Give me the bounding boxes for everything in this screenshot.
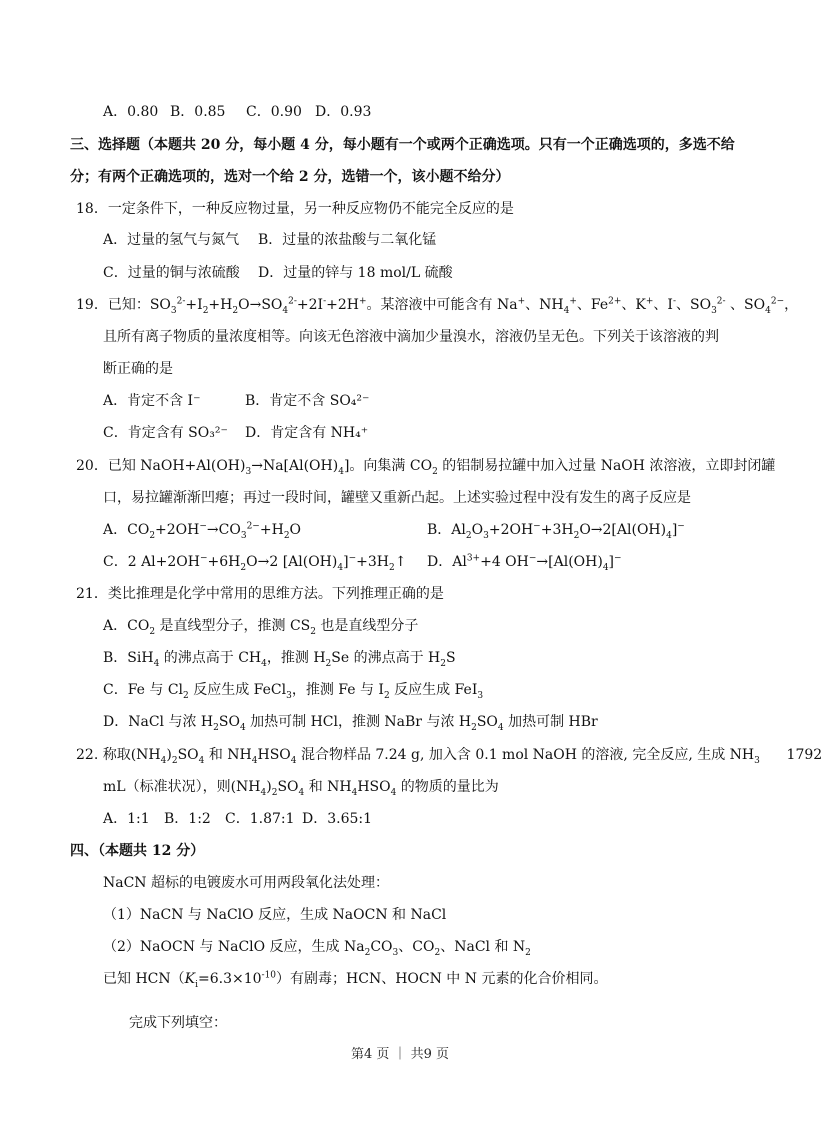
q19-stem-line3: 断正确的是 [103,361,173,377]
q17-option-b: B．0.85 [170,104,226,120]
q18-stem: 18．一定条件下，一种反应物过量，另一种反应物仍不能完全反应的是 [76,201,514,217]
section3-header-line2: 分；有两个正确选项的，选对一个给 2 分，选错一个，该小题不给分） [70,169,510,185]
page-footer: 第4 页 ｜ 共9 页 [350,1047,450,1062]
q22-option-b: B．1:2 [164,811,211,827]
q22-option-d: D．3.65:1 [302,811,373,827]
q17-option-c: C．0.90 [246,104,302,120]
section3-header-line1: 三、选择题（本题共 20 分，每小题 4 分，每小题有一个或两个正确选项。只有一个正确选项的，多选不给 [70,137,735,153]
q17-option-d: D．0.93 [315,104,372,120]
q19-option-d: D．肯定含有 NH₄⁺ [245,425,369,441]
q19-prefix: 19．已知： [76,297,150,313]
s4-step1: （1）NaCN 与 NaClO 反应，生成 NaOCN 和 NaCl [103,907,447,923]
q20-stem-line2: 口，易拉罐渐渐凹瘪；再过一段时间，罐壁又重新凸起。上述实验过程中没有发生的离子反应是 [103,490,691,506]
q22-option-c: C．1.87:1 [225,811,295,827]
q18-option-c: C．过量的铜与浓硫酸 [103,265,240,281]
q21-option-c: C．Fe 与 $Cl_2$ 反应生成 FeCl$_3$，推测 Fe 与 $I_2$ 反应生成 FeI$_3$ [103,682,484,701]
q17-option-a: A．0.80 [103,104,159,120]
q19-stem-line1 [76,295,798,315]
q21-option-b: B．SiH$_4$ 的沸点高于 $CH_4$，推测 $H_2Se$ 的沸点高于 $H_2S$ [103,650,456,669]
q18-option-a: A．过量的氢气与氮气 [103,232,240,248]
q22-option-a: A．1:1 [103,811,150,827]
q20-stem-line1: 20．已知 $NaOH+Al(OH)_3\to Na[Al(OH)_4]$。向集满 $CO_2$ 的铝制易拉罐中加入过量 NaOH 浓溶液，立即封闭罐 [76,458,776,477]
q19-option-a: A．肯定不含 I⁻ [103,393,201,409]
q22-stem-line2: mL（标准状况），则$(NH_4)_2SO_4$ 和 $NH_4HSO_4$ 的物质的量比为 [103,779,499,798]
s4-intro: NaCN 超标的电镀废水可用两段氧化法处理： [103,875,390,891]
q21-option-d: D．NaCl 与浓 $H_2SO_4$ 加热可制 HCl，推测 NaBr 与浓 $H_2SO_4$ 加热可制 HBr [103,714,598,733]
q20-option-a: A．$CO_2+2OH^-\to CO_3^{2-}+H_2O$ [103,521,302,541]
s4-step2: （2）NaOCN 与 NaClO 反应，生成 $Na_2CO_3$、$CO_2$、NaCl 和 $N_2$ [103,939,531,958]
q19-stem-line2: 且所有离子物质的量浓度相等。向该无色溶液中滴加少量溴水，溶液仍呈无色。下列关于该溶液的判 [103,329,719,345]
q21-stem: 21．类比推理是化学中常用的思维方法。下列推理正确的是 [76,586,444,602]
q19-option-b: B．肯定不含 SO₄²⁻ [245,393,370,409]
q21-option-a: A．$CO_2$ 是直线型分子，推测 $CS_2$ 也是直线型分子 [103,618,419,637]
q19-equation: $SO_3^{2-}+I_2+H_2O\to SO_4^{2-}+2I^-+2H^+$。某溶液中可能含有 Na+、$NH_4^+$、$Fe^{2+}$、K+、I-、$SO_3^{2-}$ 、$SO_4^{2-}$， [149,296,799,316]
section4-header: 四、（本题共 12 分） [70,843,205,859]
q20-option-b: B．$Al_2O_3+2OH^-+3H_2O\to 2[Al(OH)_4]^-$ [427,521,685,541]
q18-option-d: D．过量的锌与 18 mol/L 硫酸 [258,265,453,281]
q19-option-c: C．肯定含有 SO₃²⁻ [103,425,228,441]
q20-option-c: C．2 $Al+2OH^-+6H_2O\to 2$ $[Al(OH)_4]^-+3H_2↑$ [103,553,407,573]
s4-hcn-note: 已知 $HCN(K_i=6.3\times 10^{-10})$有剧毒；HCN、HOCN 中 N 元素的化合价相同。 [103,970,608,990]
q18-option-b: B．过量的浓盐酸与二氧化锰 [258,232,437,248]
q22-stem-line1: 22. 称取$(NH_4)_2SO_4$ 和 $NH_4HSO_4$ 混合物样品 7.24 g, 加入含 0.1 mol NaOH 的溶液, 完全反应, 生成 $NH_3$ 1792 [76,747,822,766]
s4-complete: 完成下列填空： [129,1015,227,1031]
q20-option-d: D．$Al^{3+}+4$ $OH^-\to[Al(OH)_4]^-$ [427,553,622,573]
